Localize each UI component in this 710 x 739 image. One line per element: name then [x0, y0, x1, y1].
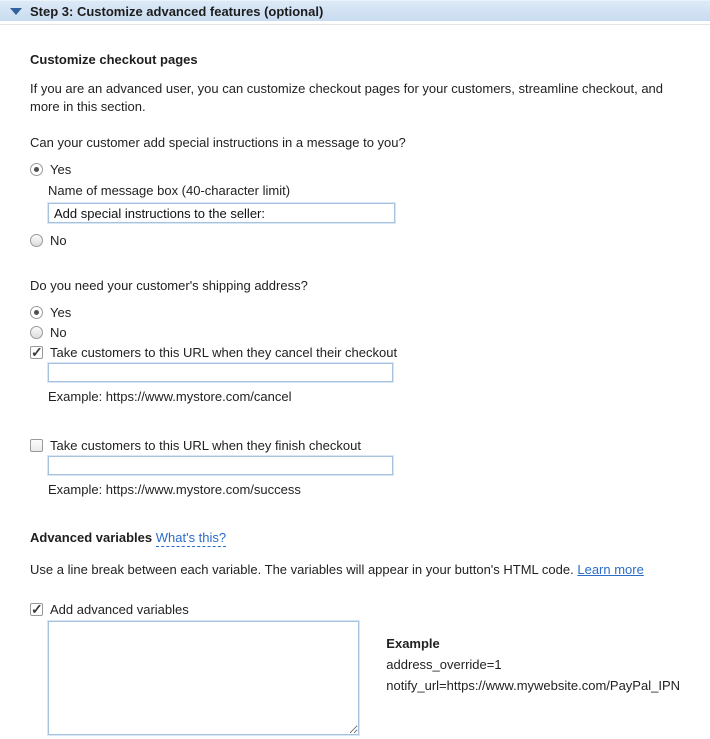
advanced-variables-example	[386, 621, 680, 696]
advanced-variables-heading: Advanced variables	[30, 530, 153, 545]
shipping-no-label[interactable]: No	[50, 325, 67, 340]
shipping-yes-row	[30, 305, 680, 320]
message-no-radio[interactable]	[30, 234, 43, 247]
step3-section-header[interactable]	[0, 0, 710, 21]
finish-url-example: Example: https://www.mystore.com/success	[48, 482, 301, 497]
advanced-variables-heading-row	[30, 530, 680, 545]
header-divider	[0, 24, 710, 25]
message-box-label: Name of message box (40-character limit)	[48, 183, 291, 198]
learn-more-link[interactable]: Learn more	[577, 562, 644, 577]
shipping-no-radio[interactable]	[30, 326, 43, 339]
advanced-variables-area	[30, 621, 680, 735]
cancel-url-input[interactable]	[48, 363, 393, 382]
step3-section-title: Step 3: Customize advanced features (optional)	[30, 3, 324, 19]
collapse-triangle-icon[interactable]	[10, 8, 22, 15]
cancel-url-example: Example: https://www.mystore.com/cancel	[48, 389, 292, 404]
finish-url-label[interactable]: Take customers to this URL when they finish checkout	[50, 438, 361, 453]
finish-url-row	[30, 438, 680, 453]
shipping-yes-label[interactable]: Yes	[50, 305, 72, 320]
cancel-url-label[interactable]: Take customers to this URL when they cancel their checkout	[50, 345, 398, 360]
add-advanced-variables-label[interactable]: Add advanced variables	[50, 602, 189, 617]
advanced-variables-textarea[interactable]	[48, 621, 359, 735]
message-question: Can your customer add special instructions in a message to you?	[30, 135, 406, 150]
add-advanced-variables-row	[30, 602, 680, 617]
finish-url-input[interactable]	[48, 456, 393, 475]
example-line-1: address_override=1	[386, 657, 502, 672]
example-line-2: notify_url=https://www.mywebsite.com/PayPal_IPN	[386, 678, 680, 693]
step3-content	[0, 52, 710, 735]
message-yes-row	[30, 162, 680, 177]
shipping-question: Do you need your customer's shipping address?	[30, 278, 308, 293]
shipping-yes-radio[interactable]	[30, 306, 43, 319]
cancel-url-checkbox[interactable]	[30, 346, 43, 359]
message-yes-radio[interactable]	[30, 163, 43, 176]
checkout-pages-heading: Customize checkout pages	[30, 52, 198, 67]
example-heading: Example	[386, 636, 440, 651]
finish-url-checkbox[interactable]	[30, 439, 43, 452]
shipping-no-row	[30, 325, 680, 340]
message-no-row	[30, 233, 680, 248]
message-no-label[interactable]: No	[50, 233, 67, 248]
message-yes-label[interactable]: Yes	[50, 162, 72, 177]
advanced-variables-description	[30, 561, 680, 579]
cancel-url-row	[30, 345, 680, 360]
whats-this-link[interactable]: What's this?	[155, 530, 227, 545]
add-advanced-variables-checkbox[interactable]	[30, 603, 43, 616]
checkout-pages-description: If you are an advanced user, you can customize checkout pages for your customers, streamline checkout, and more in this section.	[30, 81, 664, 114]
message-box-input[interactable]	[48, 203, 395, 223]
advanced-variables-description-text: Use a line break between each variable. The variables will appear in your button's HTML code.	[30, 562, 574, 577]
